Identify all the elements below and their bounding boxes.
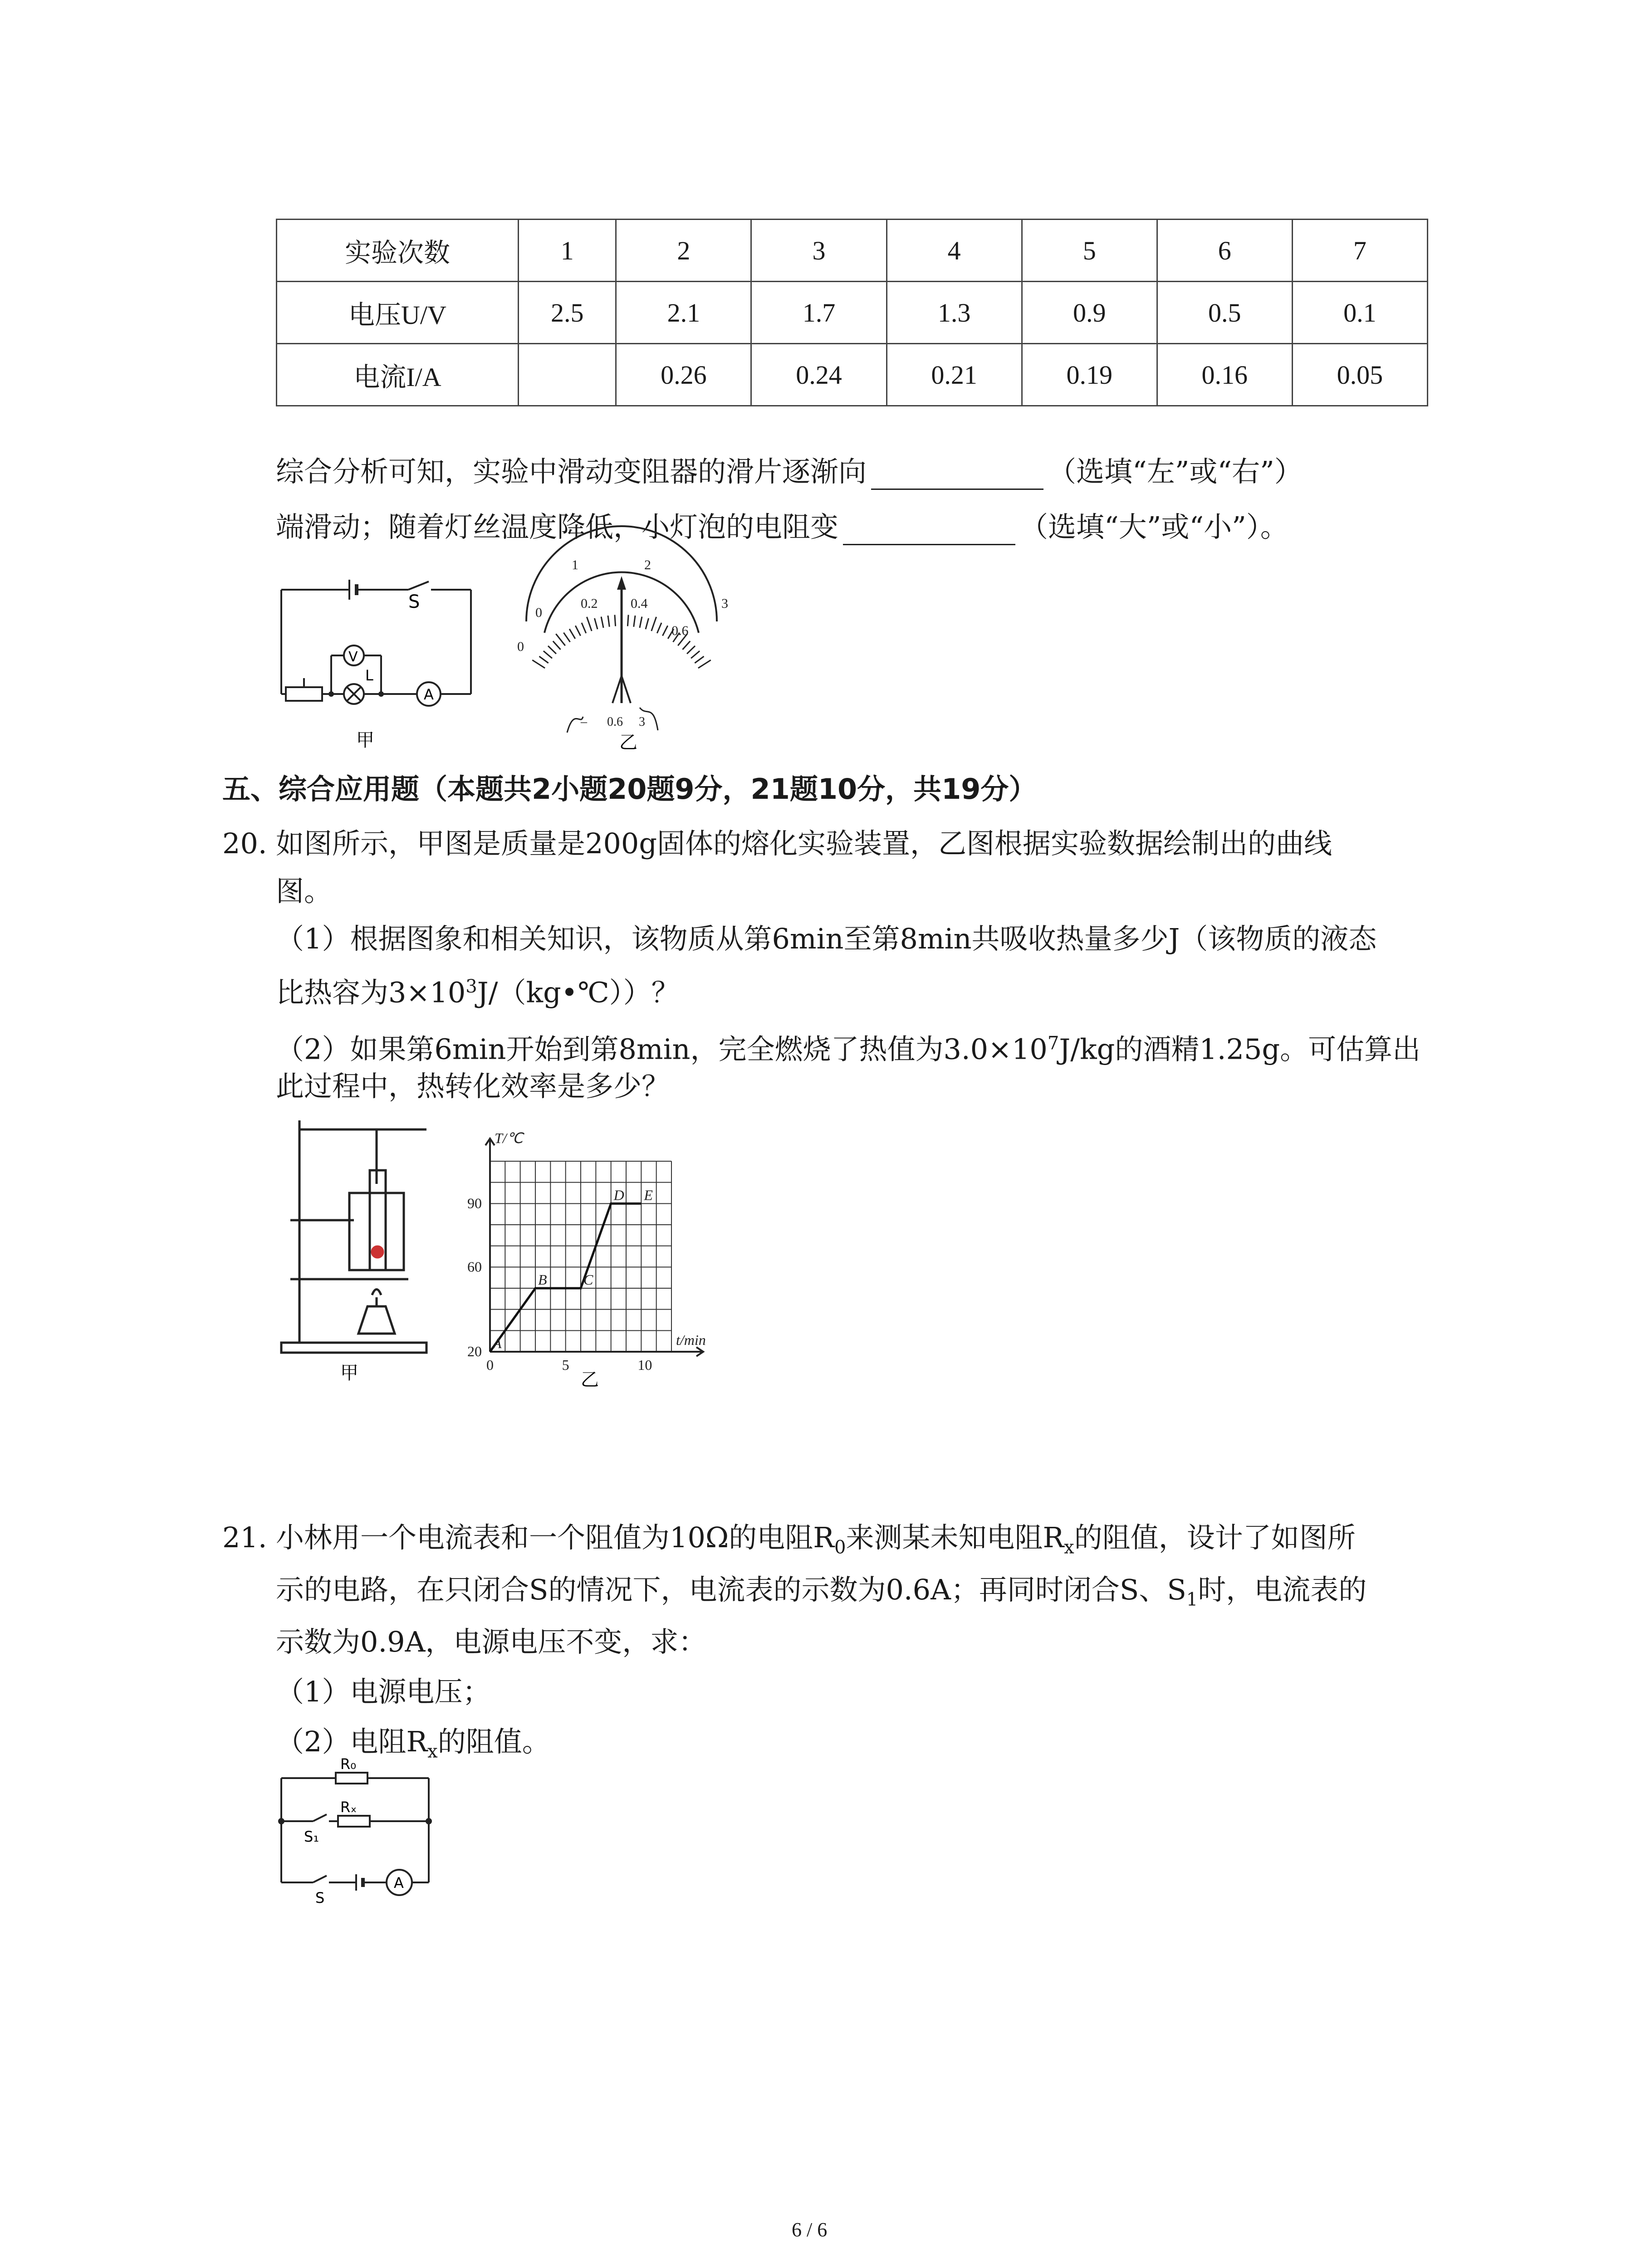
x-tick-label: 0 xyxy=(486,1357,494,1373)
meter-bottom-1: 0.2 xyxy=(581,596,598,611)
point-label: E xyxy=(644,1187,653,1203)
y-tick-label: 90 xyxy=(467,1195,482,1212)
q20-part2a-post: J/kg的酒精1.25g。可估算出 xyxy=(1059,1032,1421,1066)
rx-label: Rₓ xyxy=(340,1799,357,1816)
ammeter-label: A xyxy=(394,1874,404,1892)
q21-line2 xyxy=(276,1572,1367,1618)
point-label: A xyxy=(493,1335,502,1351)
table-cell: 1 xyxy=(519,220,616,282)
table-cell: 0.1 xyxy=(1292,282,1427,344)
switch-label: S xyxy=(408,591,420,612)
r0-label: R₀ xyxy=(340,1755,357,1773)
y-axis-label: T/℃ xyxy=(495,1130,523,1146)
answer-blank[interactable] xyxy=(871,461,1043,490)
table-cell: 2.1 xyxy=(616,282,751,344)
meter-tick xyxy=(695,656,704,663)
table-cell: 6 xyxy=(1157,220,1292,282)
table-cell: 0.19 xyxy=(1022,344,1157,406)
q20-part2a-sup: 7 xyxy=(1047,1033,1059,1054)
q21-part2-post: 的阻值。 xyxy=(437,1725,550,1758)
q21-part2 xyxy=(276,1724,550,1769)
meter-tick xyxy=(634,616,635,627)
meter-tick xyxy=(544,651,552,658)
meter-tick xyxy=(687,646,695,654)
q21-line2-text: 示的电路，在只闭合S的情况下，电流表的示数为0.6A；再同时闭合S、S xyxy=(276,1573,1186,1606)
terminal-neg: – xyxy=(581,715,587,729)
q19-hint: （选填“左”或“右”） xyxy=(1048,455,1303,488)
meter-tick xyxy=(553,641,561,650)
x-tick-label: 5 xyxy=(562,1357,569,1373)
table-cell: 1.7 xyxy=(751,282,887,344)
table-cell: 0.26 xyxy=(616,344,751,406)
circuit-diagram-q21 xyxy=(272,1755,454,1906)
table-cell xyxy=(519,344,616,406)
table-cell: 7 xyxy=(1292,220,1427,282)
meter-tick xyxy=(582,623,586,633)
q19-line2 xyxy=(276,509,1288,545)
q21-line2-sub: 1 xyxy=(1186,1589,1198,1610)
answer-blank[interactable] xyxy=(843,517,1015,545)
q21-part2-pre: （2）电阻R xyxy=(276,1725,428,1758)
meter-tick xyxy=(532,660,545,668)
q21-line1-post: 的阻值，设计了如图所 xyxy=(1074,1521,1356,1554)
row-header: 实验次数 xyxy=(277,220,519,282)
meter-bottom-3: 0.6 xyxy=(671,623,689,638)
ammeter-dial-yi xyxy=(490,553,744,758)
table-cell: 0.05 xyxy=(1292,344,1427,406)
q19-hint: （选填“大”或“小”）。 xyxy=(1020,510,1288,543)
voltmeter-label: V xyxy=(348,649,358,665)
meter-top-2: 2 xyxy=(644,557,651,572)
meter-top-0: 0 xyxy=(517,639,524,654)
q20-part2a-pre: （2）如果第6min开始到第8min，完全燃烧了热值为3.0×10 xyxy=(276,1032,1048,1066)
s1-label: S₁ xyxy=(304,1828,319,1845)
q21-line1-pre: 小林用一个电流表和一个阻值为10Ω的电阻R xyxy=(276,1521,834,1554)
table-cell: 0.9 xyxy=(1022,282,1157,344)
meter-tick xyxy=(539,656,549,663)
table-row xyxy=(277,220,1428,282)
q20-part1b-pre: 比热容为3×10 xyxy=(276,976,466,1009)
meter-tick xyxy=(601,617,603,628)
q20-line1: 如图所示，甲图是质量是200g固体的熔化实验装置，乙图根据实验数据绘制出的曲线 xyxy=(276,827,1332,860)
meter-tick xyxy=(608,616,609,627)
meter-top-3: 3 xyxy=(721,596,728,611)
row-header: 电压U/V xyxy=(277,282,519,344)
y-tick-label: 20 xyxy=(467,1343,482,1359)
s-label: S xyxy=(315,1889,325,1906)
q19-line1 xyxy=(276,454,1303,490)
x-axis-label: t/min xyxy=(676,1332,706,1348)
table-cell: 2.5 xyxy=(519,282,616,344)
meter-tick xyxy=(615,615,616,626)
q20-part1a: （1）根据图象和相关知识，该物质从第6min至第8min共吸收热量多少J（该物质的液态 xyxy=(276,922,1377,955)
q20-part1b xyxy=(276,968,680,1011)
circuit-diagram-jia xyxy=(272,572,490,753)
meter-tick xyxy=(563,633,570,642)
terminal-06: 0.6 xyxy=(607,715,623,729)
q20-part2b: 此过程中，热转化效率是多少？ xyxy=(276,1070,670,1103)
page-number: 6 / 6 xyxy=(792,2219,828,2241)
q21-part1: （1）电源电压； xyxy=(276,1675,491,1708)
table-cell: 0.21 xyxy=(887,344,1022,406)
meter-bottom-0: 0 xyxy=(535,605,542,620)
table-cell: 0.5 xyxy=(1157,282,1292,344)
q21-number: 21. xyxy=(222,1521,267,1554)
table-row xyxy=(277,282,1428,344)
q21-part2-sub: x xyxy=(427,1741,438,1762)
meter-tick xyxy=(646,618,649,629)
meter-tick xyxy=(640,617,642,628)
meter-tick xyxy=(594,618,598,629)
q21-line1 xyxy=(276,1520,1356,1565)
terminal-3: 3 xyxy=(639,715,645,729)
figure-caption-yi: 乙 xyxy=(619,732,637,753)
experiment-table xyxy=(276,219,1428,406)
meter-tick xyxy=(548,646,556,654)
figure-caption-jia: 甲 xyxy=(340,1363,358,1383)
table-cell: 1.3 xyxy=(887,282,1022,344)
q19-text: 端滑动；随着灯丝温度降低，小灯泡的电阻变 xyxy=(276,510,839,543)
table-cell: 5 xyxy=(1022,220,1157,282)
point-label: B xyxy=(538,1271,547,1288)
x-tick-label: 10 xyxy=(637,1357,652,1373)
meter-top-1: 1 xyxy=(572,557,578,572)
temperature-time-chart xyxy=(463,1116,753,1397)
table-cell: 2 xyxy=(616,220,751,282)
q20-line2: 图。 xyxy=(276,875,333,908)
meter-tick xyxy=(662,626,667,635)
meter-tick xyxy=(569,629,575,639)
point-label: D xyxy=(613,1187,624,1203)
q21-line1-mid: 来测某未知电阻R xyxy=(846,1521,1064,1554)
meter-bottom-2: 0.4 xyxy=(631,596,648,611)
q20-part1b-post: J/（kg•℃））？ xyxy=(477,976,680,1009)
q20-part2a xyxy=(276,1025,1421,1068)
q20-part1b-sup: 3 xyxy=(465,976,477,997)
ammeter-label: A xyxy=(424,686,434,703)
table-cell: 4 xyxy=(887,220,1022,282)
meter-tick xyxy=(587,617,592,631)
meter-tick xyxy=(627,615,628,626)
y-tick-label: 60 xyxy=(467,1258,482,1275)
table-cell: 0.24 xyxy=(751,344,887,406)
q19-text: 综合分析可知，实验中滑动变阻器的滑片逐渐向 xyxy=(276,455,867,488)
q21-line3: 示数为0.9A，电源电压不变，求： xyxy=(276,1625,707,1658)
table-row xyxy=(277,344,1428,406)
section-heading: 五、综合应用题（本题共2小题20题9分，21题10分，共19分） xyxy=(222,772,1037,806)
lamp-label: L xyxy=(365,667,373,684)
q20-number: 20. xyxy=(222,827,267,860)
figure-caption-jia: 甲 xyxy=(356,730,374,751)
point-label: C xyxy=(583,1271,593,1288)
meter-tick xyxy=(698,660,711,668)
table-cell: 0.16 xyxy=(1157,344,1292,406)
melting-apparatus-jia xyxy=(272,1116,436,1397)
table-cell: 3 xyxy=(751,220,887,282)
q21-subx: x xyxy=(1064,1537,1074,1558)
row-header: 电流I/A xyxy=(277,344,519,406)
meter-tick xyxy=(556,634,565,645)
figure-caption-yi: 乙 xyxy=(581,1369,599,1390)
q21-line2-post: 时，电流表的 xyxy=(1198,1573,1367,1606)
meter-tick xyxy=(652,617,656,631)
meter-tick xyxy=(691,651,700,658)
q21-sub0: 0 xyxy=(834,1537,846,1558)
meter-tick xyxy=(682,641,690,650)
meter-tick xyxy=(575,626,580,635)
meter-tick xyxy=(657,623,661,633)
